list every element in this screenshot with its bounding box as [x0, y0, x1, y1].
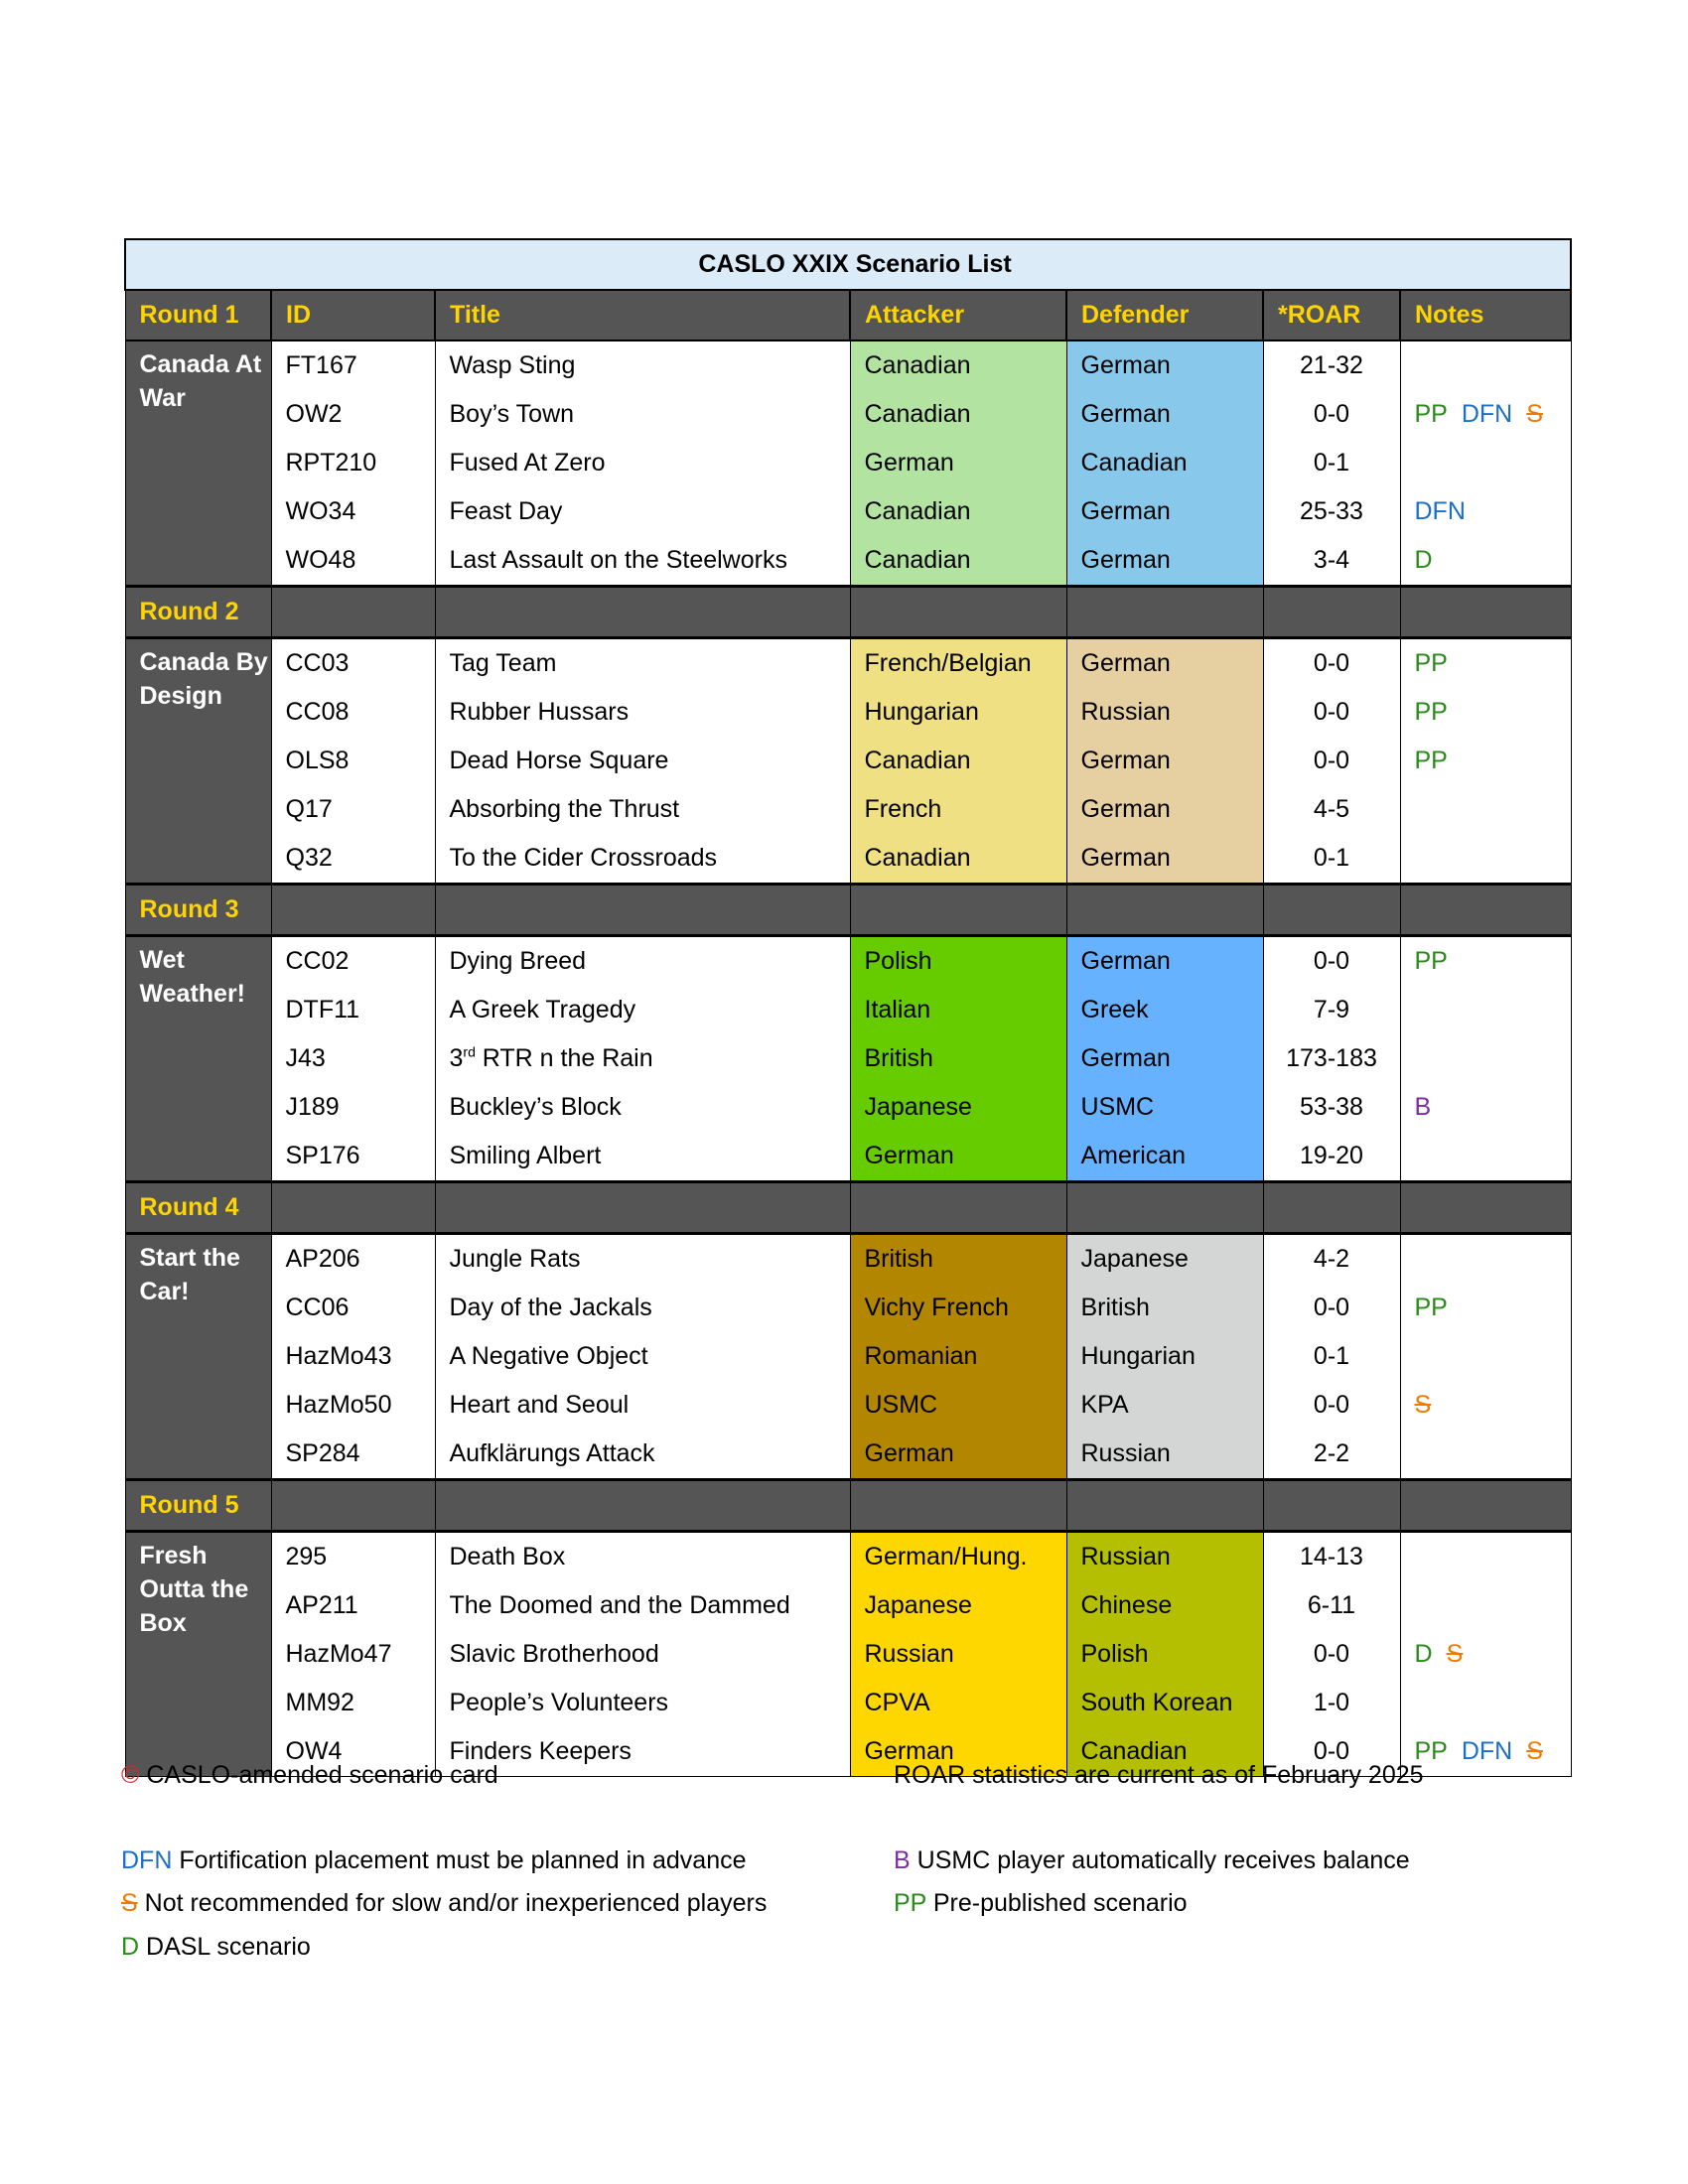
roar-record: 25-33 — [1263, 487, 1400, 536]
defender-nation: German — [1066, 1034, 1263, 1083]
note-s: S — [1526, 400, 1543, 428]
scenario-id: WO48 — [271, 536, 435, 587]
note-pp: PP — [1414, 649, 1448, 677]
defender-nation: German — [1066, 737, 1263, 785]
scenario-notes — [1400, 1083, 1571, 1132]
legend-b-code: B — [894, 1846, 911, 1874]
attacker-nation: German — [850, 1727, 1066, 1777]
round-divider-cell — [271, 885, 435, 936]
note-d: D — [1414, 1640, 1433, 1668]
round-divider-cell — [1263, 885, 1400, 936]
roar-record: 0-0 — [1263, 688, 1400, 737]
scenario-title: Last Assault on the Steelworks — [435, 536, 850, 587]
roar-record: 0-0 — [1263, 1381, 1400, 1430]
attacker-nation: Canadian — [850, 487, 1066, 536]
scenario-row — [125, 1532, 1571, 1582]
scenario-notes — [1400, 936, 1571, 987]
attacker-nation: CPVA — [850, 1679, 1066, 1727]
scenario-title: Feast Day — [435, 487, 850, 536]
scenario-row — [125, 487, 1571, 536]
round-label: Round 5 — [125, 1480, 271, 1532]
scenario-notes — [1400, 785, 1571, 834]
scenario-row — [125, 785, 1571, 834]
roar-record: 2-2 — [1263, 1430, 1400, 1480]
scenario-title: The Doomed and the Dammed — [435, 1581, 850, 1630]
legend-dfn — [121, 1846, 747, 1875]
scenario-row — [125, 1430, 1571, 1480]
header-row — [125, 290, 1571, 341]
scenario-row — [125, 439, 1571, 487]
scenario-notes — [1400, 341, 1571, 390]
defender-nation: German — [1066, 834, 1263, 885]
defender-nation: German — [1066, 487, 1263, 536]
scenario-row — [125, 638, 1571, 689]
roar-record: 6-11 — [1263, 1581, 1400, 1630]
title-number: 3 — [449, 1044, 464, 1072]
header-notes: Notes — [1400, 290, 1571, 341]
round-label: Round 2 — [125, 587, 271, 638]
attacker-nation: Polish — [850, 936, 1066, 987]
scenario-row — [125, 1132, 1571, 1182]
scenario-title: Heart and Seoul — [435, 1381, 850, 1430]
scenario-notes — [1400, 986, 1571, 1034]
scenario-row — [125, 986, 1571, 1034]
defender-nation: American — [1066, 1132, 1263, 1182]
scenario-id: WO34 — [271, 487, 435, 536]
scenario-notes — [1400, 1430, 1571, 1480]
note-pp: PP — [1414, 947, 1448, 975]
scenario-row — [125, 1083, 1571, 1132]
roar-record: 0-0 — [1263, 936, 1400, 987]
attacker-nation: British — [850, 1034, 1066, 1083]
scenario-title: Buckley’s Block — [435, 1083, 850, 1132]
defender-nation: Hungarian — [1066, 1332, 1263, 1381]
legend-dfn-text: Fortification placement must be planned in advance — [172, 1846, 747, 1874]
scenario-title: Aufklärungs Attack — [435, 1430, 850, 1480]
scenario-notes — [1400, 1727, 1571, 1777]
scenario-notes — [1400, 1132, 1571, 1182]
scenario-id: CC02 — [271, 936, 435, 987]
scenario-notes — [1400, 487, 1571, 536]
defender-nation: Japanese — [1066, 1234, 1263, 1285]
title-rest: RTR n the Rain — [475, 1044, 653, 1072]
scenario-row — [125, 341, 1571, 390]
round-label: Round 4 — [125, 1182, 271, 1234]
scenario-title: To the Cider Crossroads — [435, 834, 850, 885]
scenario-id: MM92 — [271, 1679, 435, 1727]
scenario-notes — [1400, 390, 1571, 439]
scenario-notes — [1400, 688, 1571, 737]
roar-record: 0-0 — [1263, 1284, 1400, 1332]
round-divider-cell — [1263, 1480, 1400, 1532]
scenario-notes — [1400, 638, 1571, 689]
attacker-nation: German/Hung. — [850, 1532, 1066, 1582]
roar-record: 0-0 — [1263, 638, 1400, 689]
legend-d — [121, 1933, 311, 1962]
scenario-group-label: Canada By Design — [125, 638, 271, 885]
attacker-nation: German — [850, 1132, 1066, 1182]
legend-d-text: DASL scenario — [139, 1933, 311, 1961]
legend-pp-text: Pre-published scenario — [925, 1889, 1188, 1917]
legend-s — [121, 1889, 767, 1918]
defender-nation: Russian — [1066, 1430, 1263, 1480]
scenario-title: Dying Breed — [435, 936, 850, 987]
note-pp: PP — [1414, 400, 1448, 428]
scenario-row — [125, 1679, 1571, 1727]
attacker-nation: Canadian — [850, 341, 1066, 390]
scenario-title — [435, 1034, 850, 1083]
roar-record: 4-2 — [1263, 1234, 1400, 1285]
round-divider-cell — [1066, 1182, 1263, 1234]
scenario-id: SP284 — [271, 1430, 435, 1480]
roar-record: 7-9 — [1263, 986, 1400, 1034]
scenario-group-label: Fresh Outta the Box — [125, 1532, 271, 1777]
attacker-nation: Hungarian — [850, 688, 1066, 737]
round-divider-cell — [1066, 587, 1263, 638]
roar-record: 0-0 — [1263, 390, 1400, 439]
round-divider-cell — [271, 1182, 435, 1234]
scenario-id: OLS8 — [271, 737, 435, 785]
scenario-row — [125, 1332, 1571, 1381]
note-s: S — [1414, 1391, 1432, 1419]
legend-b — [894, 1846, 1410, 1875]
defender-nation: KPA — [1066, 1381, 1263, 1430]
roar-record: 1-0 — [1263, 1679, 1400, 1727]
round-divider-cell — [435, 885, 850, 936]
attacker-nation: Italian — [850, 986, 1066, 1034]
header-defender: Defender — [1066, 290, 1263, 341]
defender-nation: USMC — [1066, 1083, 1263, 1132]
defender-nation: Canadian — [1066, 439, 1263, 487]
round-divider-row — [125, 587, 1571, 638]
scenario-id: SP176 — [271, 1132, 435, 1182]
defender-nation: South Korean — [1066, 1679, 1263, 1727]
scenario-id: OW2 — [271, 390, 435, 439]
header-id: ID — [271, 290, 435, 341]
attacker-nation: German — [850, 439, 1066, 487]
scenario-notes — [1400, 1381, 1571, 1430]
scenario-title: Jungle Rats — [435, 1234, 850, 1285]
round-divider-cell — [1066, 885, 1263, 936]
scenario-title: A Greek Tragedy — [435, 986, 850, 1034]
scenario-title: Boy’s Town — [435, 390, 850, 439]
round-divider-cell — [1400, 1182, 1571, 1234]
note-s: S — [1526, 1737, 1543, 1765]
attacker-nation: British — [850, 1234, 1066, 1285]
note-pp: PP — [1414, 1294, 1448, 1321]
scenario-title: People’s Volunteers — [435, 1679, 850, 1727]
attacker-nation: USMC — [850, 1381, 1066, 1430]
scenario-id: CC06 — [271, 1284, 435, 1332]
round-divider-cell — [271, 1480, 435, 1532]
defender-nation: British — [1066, 1284, 1263, 1332]
scenario-id: Q17 — [271, 785, 435, 834]
defender-nation: German — [1066, 936, 1263, 987]
roar-record: 0-1 — [1263, 439, 1400, 487]
attacker-nation: French — [850, 785, 1066, 834]
note-dfn: DFN — [1414, 497, 1466, 525]
roar-record: 0-1 — [1263, 1332, 1400, 1381]
scenario-title: Tag Team — [435, 638, 850, 689]
roar-record: 0-1 — [1263, 834, 1400, 885]
scenario-notes — [1400, 1034, 1571, 1083]
scenario-id: AP211 — [271, 1581, 435, 1630]
scenario-row — [125, 390, 1571, 439]
round-divider-cell — [435, 1480, 850, 1532]
scenario-group-label: Wet Weather! — [125, 936, 271, 1182]
legend-pp-code: PP — [894, 1889, 926, 1917]
header-round: Round 1 — [125, 290, 271, 341]
defender-nation: Canadian — [1066, 1727, 1263, 1777]
roar-record: 4-5 — [1263, 785, 1400, 834]
attacker-nation: Japanese — [850, 1083, 1066, 1132]
defender-nation: German — [1066, 638, 1263, 689]
attacker-nation: Russian — [850, 1630, 1066, 1679]
scenario-row — [125, 936, 1571, 987]
header-title: Title — [435, 290, 850, 341]
scenario-id: CC08 — [271, 688, 435, 737]
defender-nation: German — [1066, 536, 1263, 587]
roar-record: 19-20 — [1263, 1132, 1400, 1182]
scenario-id: HazMo50 — [271, 1381, 435, 1430]
scenario-title: A Negative Object — [435, 1332, 850, 1381]
scenario-id: 295 — [271, 1532, 435, 1582]
note-b: B — [1414, 1093, 1432, 1121]
round-divider-cell — [1263, 1182, 1400, 1234]
round-divider-cell — [850, 885, 1066, 936]
scenario-table — [124, 238, 1572, 1777]
legend-d-code: D — [121, 1933, 140, 1961]
attacker-nation: Canadian — [850, 536, 1066, 587]
copyright-text: CASLO-amended scenario card — [139, 1761, 498, 1789]
defender-nation: Chinese — [1066, 1581, 1263, 1630]
scenario-sheet — [124, 238, 1570, 1777]
scenario-notes — [1400, 1234, 1571, 1285]
roar-record: 0-0 — [1263, 1630, 1400, 1679]
scenario-notes — [1400, 439, 1571, 487]
scenario-row — [125, 1234, 1571, 1285]
note-dfn: DFN — [1461, 400, 1513, 428]
scenario-notes — [1400, 1581, 1571, 1630]
scenario-id: J189 — [271, 1083, 435, 1132]
attacker-nation: Vichy French — [850, 1284, 1066, 1332]
round-divider-cell — [1263, 587, 1400, 638]
scenario-notes — [1400, 1679, 1571, 1727]
defender-nation: German — [1066, 785, 1263, 834]
roar-record: 21-32 — [1263, 341, 1400, 390]
scenario-title: Smiling Albert — [435, 1132, 850, 1182]
legend-dfn-code: DFN — [121, 1846, 173, 1874]
scenario-id: HazMo47 — [271, 1630, 435, 1679]
scenario-id: J43 — [271, 1034, 435, 1083]
defender-nation: Russian — [1066, 688, 1263, 737]
scenario-id: OW4 — [271, 1727, 435, 1777]
round-divider-cell — [435, 587, 850, 638]
scenario-id: RPT210 — [271, 439, 435, 487]
round-divider-cell — [271, 587, 435, 638]
round-divider-cell — [850, 1480, 1066, 1532]
defender-nation: Polish — [1066, 1630, 1263, 1679]
defender-nation: Russian — [1066, 1532, 1263, 1582]
legend-s-text: Not recommended for slow and/or inexperienced players — [137, 1889, 768, 1917]
scenario-row — [125, 1630, 1571, 1679]
scenario-row — [125, 1381, 1571, 1430]
scenario-title: Wasp Sting — [435, 341, 850, 390]
roar-record: 0-0 — [1263, 737, 1400, 785]
scenario-notes — [1400, 1332, 1571, 1381]
scenario-id: HazMo43 — [271, 1332, 435, 1381]
roar-record: 173-183 — [1263, 1034, 1400, 1083]
round-divider-row — [125, 885, 1571, 936]
round-divider-cell — [1400, 885, 1571, 936]
scenario-row — [125, 1034, 1571, 1083]
table-title: CASLO XXIX Scenario List — [125, 239, 1571, 290]
scenario-title: Fused At Zero — [435, 439, 850, 487]
roar-note: ROAR statistics are current as of February 2025 — [894, 1761, 1424, 1789]
copyright-note — [121, 1761, 498, 1790]
defender-nation: German — [1066, 390, 1263, 439]
round-divider-row — [125, 1480, 1571, 1532]
defender-nation: Greek — [1066, 986, 1263, 1034]
scenario-id: DTF11 — [271, 986, 435, 1034]
round-label: Round 3 — [125, 885, 271, 936]
scenario-notes — [1400, 1284, 1571, 1332]
note-pp: PP — [1414, 1737, 1448, 1765]
scenario-title: Day of the Jackals — [435, 1284, 850, 1332]
scenario-row — [125, 737, 1571, 785]
legend-b-text: USMC player automatically receives balance — [910, 1846, 1410, 1874]
scenario-row — [125, 834, 1571, 885]
scenario-group-label: Start the Car! — [125, 1234, 271, 1480]
round-divider-cell — [1400, 587, 1571, 638]
scenario-notes — [1400, 536, 1571, 587]
scenario-title: Rubber Hussars — [435, 688, 850, 737]
scenario-notes — [1400, 1630, 1571, 1679]
legend-s-code: S — [121, 1889, 138, 1917]
legend-pp — [894, 1889, 1188, 1918]
attacker-nation: Romanian — [850, 1332, 1066, 1381]
scenario-id: AP206 — [271, 1234, 435, 1285]
scenario-row — [125, 1581, 1571, 1630]
round-divider-cell — [1066, 1480, 1263, 1532]
roar-record: 0-0 — [1263, 1727, 1400, 1777]
roar-record: 53-38 — [1263, 1083, 1400, 1132]
scenario-title: Death Box — [435, 1532, 850, 1582]
scenario-id: CC03 — [271, 638, 435, 689]
round-divider-row — [125, 1182, 1571, 1234]
attacker-nation: Japanese — [850, 1581, 1066, 1630]
scenario-notes — [1400, 1532, 1571, 1582]
scenario-id: Q32 — [271, 834, 435, 885]
attacker-nation: German — [850, 1430, 1066, 1480]
scenario-row — [125, 1284, 1571, 1332]
attacker-nation: Canadian — [850, 834, 1066, 885]
scenario-notes — [1400, 737, 1571, 785]
header-roar: *ROAR — [1263, 290, 1400, 341]
attacker-nation: French/Belgian — [850, 638, 1066, 689]
scenario-group-label: Canada At War — [125, 341, 271, 587]
note-s: S — [1446, 1640, 1464, 1668]
scenario-notes — [1400, 834, 1571, 885]
round-divider-cell — [850, 1182, 1066, 1234]
round-divider-cell — [1400, 1480, 1571, 1532]
copyright-icon: © — [121, 1761, 140, 1789]
note-pp: PP — [1414, 747, 1448, 774]
scenario-row — [125, 536, 1571, 587]
roar-record: 14-13 — [1263, 1532, 1400, 1582]
roar-record: 3-4 — [1263, 536, 1400, 587]
scenario-row — [125, 688, 1571, 737]
round-divider-cell — [850, 587, 1066, 638]
scenario-title: Slavic Brotherhood — [435, 1630, 850, 1679]
scenario-title: Finders Keepers — [435, 1727, 850, 1777]
scenario-title: Absorbing the Thrust — [435, 785, 850, 834]
note-pp: PP — [1414, 698, 1448, 726]
attacker-nation: Canadian — [850, 390, 1066, 439]
defender-nation: German — [1066, 341, 1263, 390]
header-attacker: Attacker — [850, 290, 1066, 341]
note-d: D — [1414, 546, 1433, 574]
attacker-nation: Canadian — [850, 737, 1066, 785]
round-divider-cell — [435, 1182, 850, 1234]
scenario-title: Dead Horse Square — [435, 737, 850, 785]
scenario-id: FT167 — [271, 341, 435, 390]
note-dfn: DFN — [1461, 1737, 1513, 1765]
title-superscript: rd — [463, 1043, 476, 1060]
